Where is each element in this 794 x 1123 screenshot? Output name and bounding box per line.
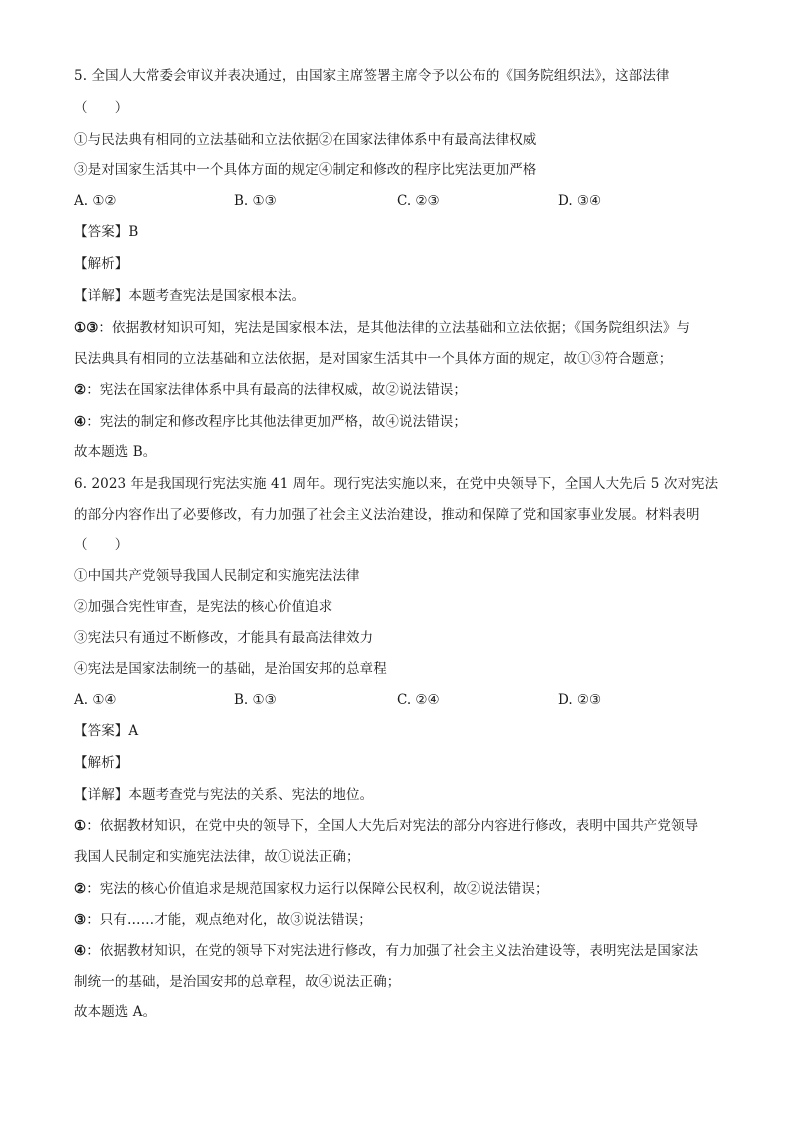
q5-explanation-1-line-1 (74, 318, 724, 338)
q5-option-d: D. ③④ (558, 193, 602, 209)
q6-answer-tag: 【答案】 (74, 723, 129, 739)
q5-answer (74, 222, 724, 242)
q6-explanation-1-line-2: 我国人民制定和实施宪法法律，故①说法正确； (74, 849, 360, 865)
q6-statement-2: ②加强合宪性审查，是宪法的核心价值追求 (74, 599, 333, 615)
q6-options (74, 690, 724, 710)
q5-explanation-1-line-2: 民法典具有相同的立法基础和立法依据，是对国家生活其中一个具体方面的规定，故①③符合题意； (74, 351, 673, 367)
q5-explanation-3 (74, 412, 724, 432)
q6-option-d: D. ②③ (558, 692, 602, 708)
q6-option-c: C. ②④ (397, 692, 440, 708)
q5-stem-line-1: 5. 全国人大常委会审议并表决通过，由国家主席签署主席令予以公布的《国务院组织法》，这部法律 (74, 68, 670, 84)
q6-option-b: B. ①③ (234, 692, 277, 708)
q5-detail-text: 本题考查宪法是国家根本法。 (128, 288, 306, 304)
q5-analysis-heading (74, 254, 724, 274)
q6-exp1-text-1: ：依据教材知识，在党中央的领导下，全国人大先后对宪法的部分内容进行修改，表明中国共产党领导 (86, 818, 699, 834)
q6-exp3-text: ：只有……才能，观点绝对化，故③说法错误； (86, 912, 372, 928)
q6-stem-line-2: 的部分内容作出了必要修改，有力加强了社会主义法治建设，推动和保障了党和国家事业发展。材料表明 (74, 507, 700, 523)
q5-exp1-label: ①③ (74, 320, 99, 336)
q5-analysis-tag: 【解析】 (74, 256, 129, 272)
q6-stem-line-1: 6. 2023 年是我国现行宪法实施 41 周年。现行宪法实施以来，在党中央领导下，全国人大先后 5 次对宪法 (74, 476, 719, 492)
q5-stem-line-2: （ ） (74, 100, 129, 116)
q6-conclusion: 故本题选 A。 (74, 1004, 157, 1020)
q6-explanation-1-line-1 (74, 816, 724, 836)
q5-exp2-label: ② (74, 382, 87, 398)
q5-detail (74, 286, 724, 306)
q6-statement-3: ③宪法只有通过不断修改，才能具有最高法律效力 (74, 630, 374, 646)
q5-statements-line-1: ①与民法典有相同的立法基础和立法依据②在国家法律体系中有最高法律权威 (74, 132, 537, 148)
q5-options (74, 191, 724, 211)
q5-exp1-text-1: ：依据教材知识可知，宪法是国家根本法，是其他法律的立法基础和立法依据；《国务院组织法》与 (98, 320, 691, 336)
q6-exp4-label: ④ (74, 943, 87, 959)
q6-exp3-label: ③ (74, 912, 87, 928)
q5-answer-value: B (128, 224, 139, 240)
q5-exp3-label: ④ (74, 414, 87, 430)
q6-exp2-text: ：宪法的核心价值追求是规范国家权力运行以保障公民权利，故②说法错误； (86, 881, 549, 897)
q6-answer-value: A (128, 723, 139, 739)
q6-detail-tag: 【详解】 (74, 787, 129, 803)
q6-analysis-tag: 【解析】 (74, 755, 129, 771)
q6-exp2-label: ② (74, 881, 87, 897)
q5-detail-tag: 【详解】 (74, 288, 129, 304)
q6-explanation-3 (74, 910, 724, 930)
q5-exp3-text: ：宪法的制定和修改程序比其他法律更加严格，故④说法错误； (86, 414, 468, 430)
q6-detail (74, 785, 724, 805)
q6-detail-text: 本题考查党与宪法的关系、宪法的地位。 (128, 787, 374, 803)
q6-analysis-heading (74, 753, 724, 773)
q6-statement-1: ①中国共产党领导我国人民制定和实施宪法法律 (74, 568, 360, 584)
q6-answer (74, 721, 724, 741)
q6-exp4-text-1: ：依据教材知识，在党的领导下对宪法进行修改，有力加强了社会主义法治建设等，表明宪法是国家法 (86, 943, 699, 959)
q5-option-c: C. ②③ (397, 193, 440, 209)
q5-statements-line-2: ③是对国家生活其中一个具体方面的规定④制定和修改的程序比宪法更加严格 (74, 162, 537, 178)
q6-explanation-4-line-2: 制统一的基础，是治国安邦的总章程，故④说法正确； (74, 974, 401, 990)
q6-statement-4: ④宪法是国家法制统一的基础，是治国安邦的总章程 (74, 661, 387, 677)
q6-explanation-2 (74, 879, 724, 899)
q5-option-a: A. ①② (74, 193, 117, 209)
q6-option-a: A. ①④ (74, 692, 117, 708)
q5-option-b: B. ①③ (234, 193, 277, 209)
q6-explanation-4-line-1 (74, 941, 724, 961)
q6-stem-line-3: （ ） (74, 537, 129, 553)
q5-conclusion: 故本题选 B。 (74, 444, 157, 460)
q5-answer-tag: 【答案】 (74, 224, 129, 240)
q5-exp2-text: ：宪法在国家法律体系中具有最高的法律权威，故②说法错误； (86, 382, 468, 398)
q5-explanation-2 (74, 380, 724, 400)
q6-exp1-label: ① (74, 818, 87, 834)
